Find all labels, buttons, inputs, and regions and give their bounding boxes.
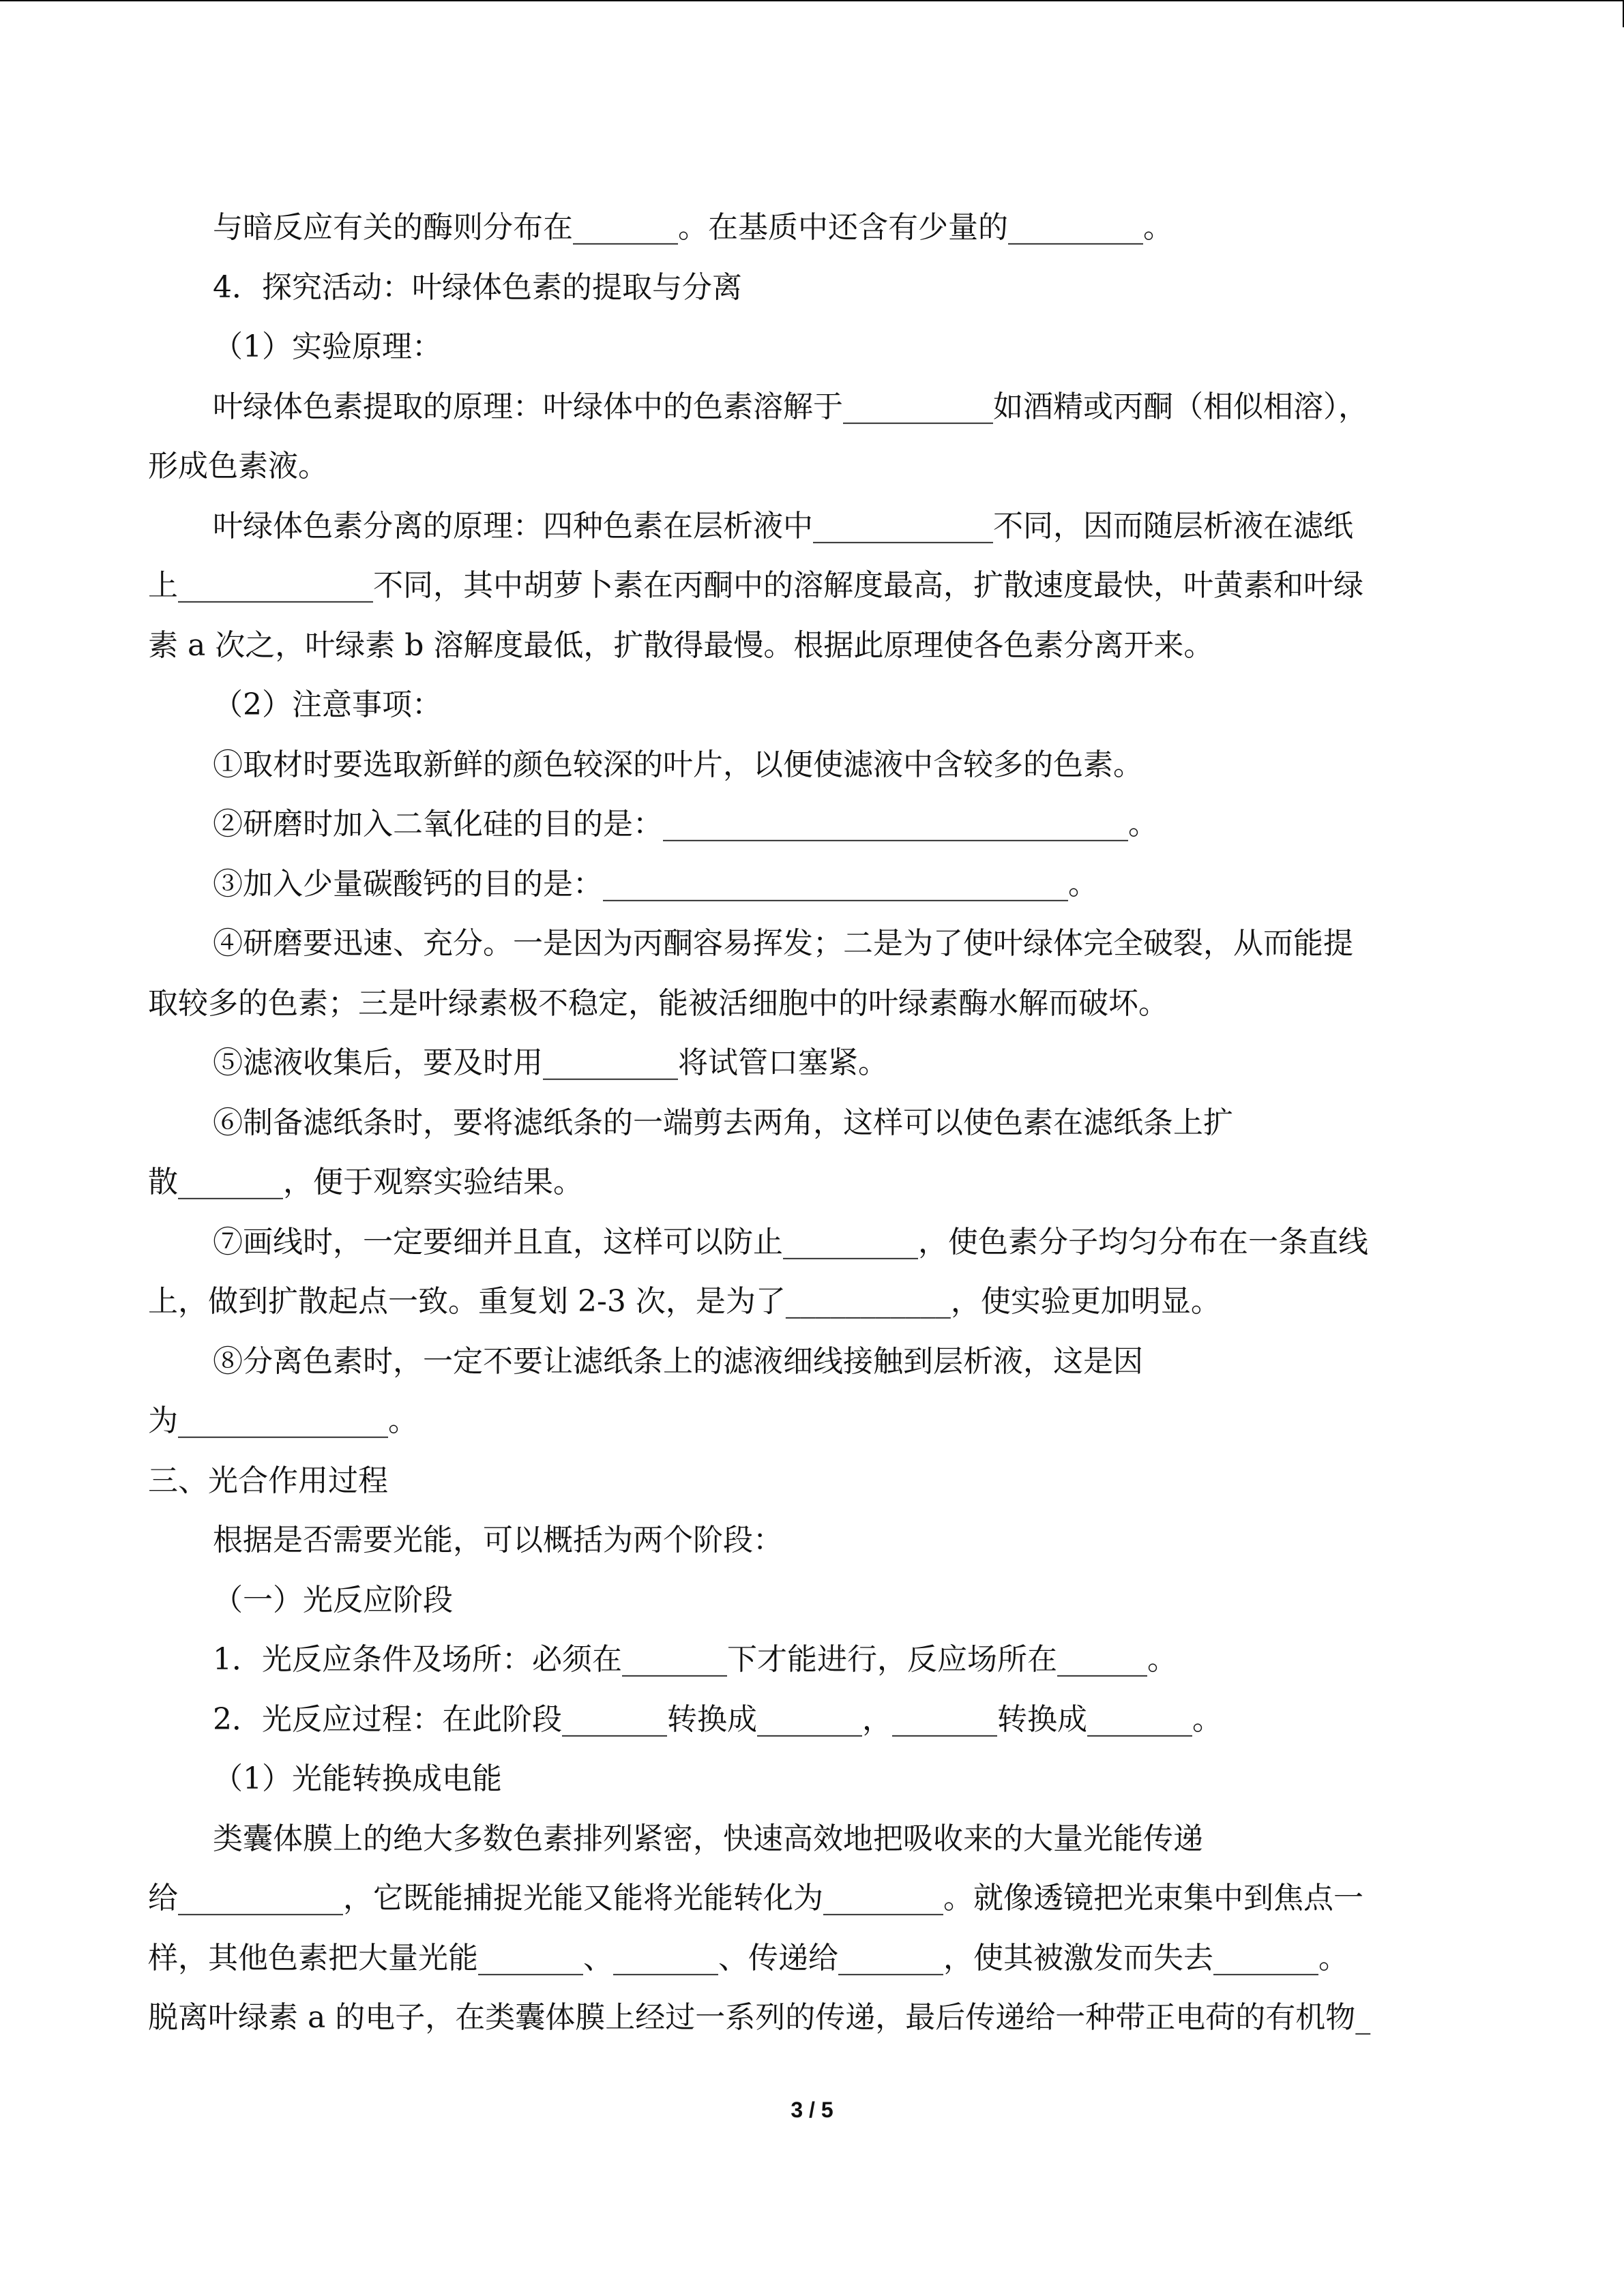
text-line: 取较多的色素；三是叶绿素极不稳定，能被活细胞中的叶绿素酶水解而破坏。 [148,985,1168,1021]
text-line: ①取材时要选取新鲜的颜色较深的叶片，以便使滤液中含较多的色素。 [213,747,1143,782]
text-line: （1）光能转换成电能 [213,1761,502,1796]
text-line: 上_____________不同，其中胡萝卜素在丙酮中的溶解度最高，扩散速度最快，叶黄素和叶绿 [148,568,1363,603]
text-line: 散_______，便于观察实验结果。 [148,1165,583,1199]
text-line: 与暗反应有关的酶则分布在_______。在基质中还含有少量的_________。 [213,210,1173,245]
text-line: 类囊体膜上的绝大多数色素排列紧密，快速高效地把吸收来的大量光能传递 [213,1821,1203,1856]
page-number: 3 / 5 [791,2098,833,2122]
text-line: 形成色素液。 [148,449,328,483]
text-line: ②研磨时加入二氧化硅的目的是：_______________________________。 [213,807,1158,841]
text-line: ④研磨要迅速、充分。一是因为丙酮容易挥发；二是为了使叶绿体完全破裂，从而能提 [213,926,1353,961]
text-line: 样，其他色素把大量光能_______、_______、传递给_______，使其被激发而失去_______。 [148,1940,1348,1976]
text-line: 上，做到扩散起点一致。重复划 2-3 次，是为了___________，使实验更加明显。 [148,1284,1221,1319]
text-line: ⑧分离色素时，一定不要让滤纸条上的滤液细线接触到层析液，这是因 [213,1343,1143,1379]
text-line: 脱离叶绿素 a 的电子，在类囊体膜上经过一系列的传递，最后传递给一种带正电荷的有机物_ [148,2000,1371,2035]
text-line: 为______________。 [148,1403,418,1438]
text-line: ⑤滤液收集后，要及时用_________将试管口塞紧。 [213,1045,888,1080]
text-line: 1．光反应条件及场所：必须在_______下才能进行，反应场所在______。 [213,1642,1177,1677]
text-line: 根据是否需要光能，可以概括为两个阶段： [213,1523,783,1557]
page-border-top [0,0,1624,1]
text-line: ⑥制备滤纸条时，要将滤纸条的一端剪去两角，这样可以使色素在滤纸条上扩 [213,1105,1233,1140]
text-line: ⑦画线时，一定要细并且直，这样可以防止_________，使色素分子均匀分布在一条直线 [213,1224,1368,1259]
text-line: 素 a 次之，叶绿素 b 溶解度最低，扩散得最慢。根据此原理使各色素分离开来。 [148,627,1214,663]
text-line: 2．光反应过程：在此阶段_______转换成_______，_______转换成_______。 [213,1701,1222,1737]
text-line: 叶绿体色素提取的原理：叶绿体中的色素溶解于__________如酒精或丙酮（相似相溶）， [213,389,1368,424]
text-line: 4．探究活动：叶绿体色素的提取与分离 [213,269,742,305]
text-line: 叶绿体色素分离的原理：四种色素在层析液中____________不同，因而随层析液在滤纸 [213,508,1353,543]
text-line: 给___________，它既能捕捉光能又能将光能转化为________。就像透镜把光束集中到焦点一 [148,1881,1363,1915]
section-heading: 三、光合作用过程 [148,1463,388,1498]
text-line: （1）实验原理： [213,329,442,364]
subsection-heading: （一）光反应阶段 [213,1582,453,1617]
text-line: （2）注意事项： [213,687,442,722]
body-text [148,198,1478,2048]
text-line: ③加入少量碳酸钙的目的是：_______________________________。 [213,866,1098,901]
